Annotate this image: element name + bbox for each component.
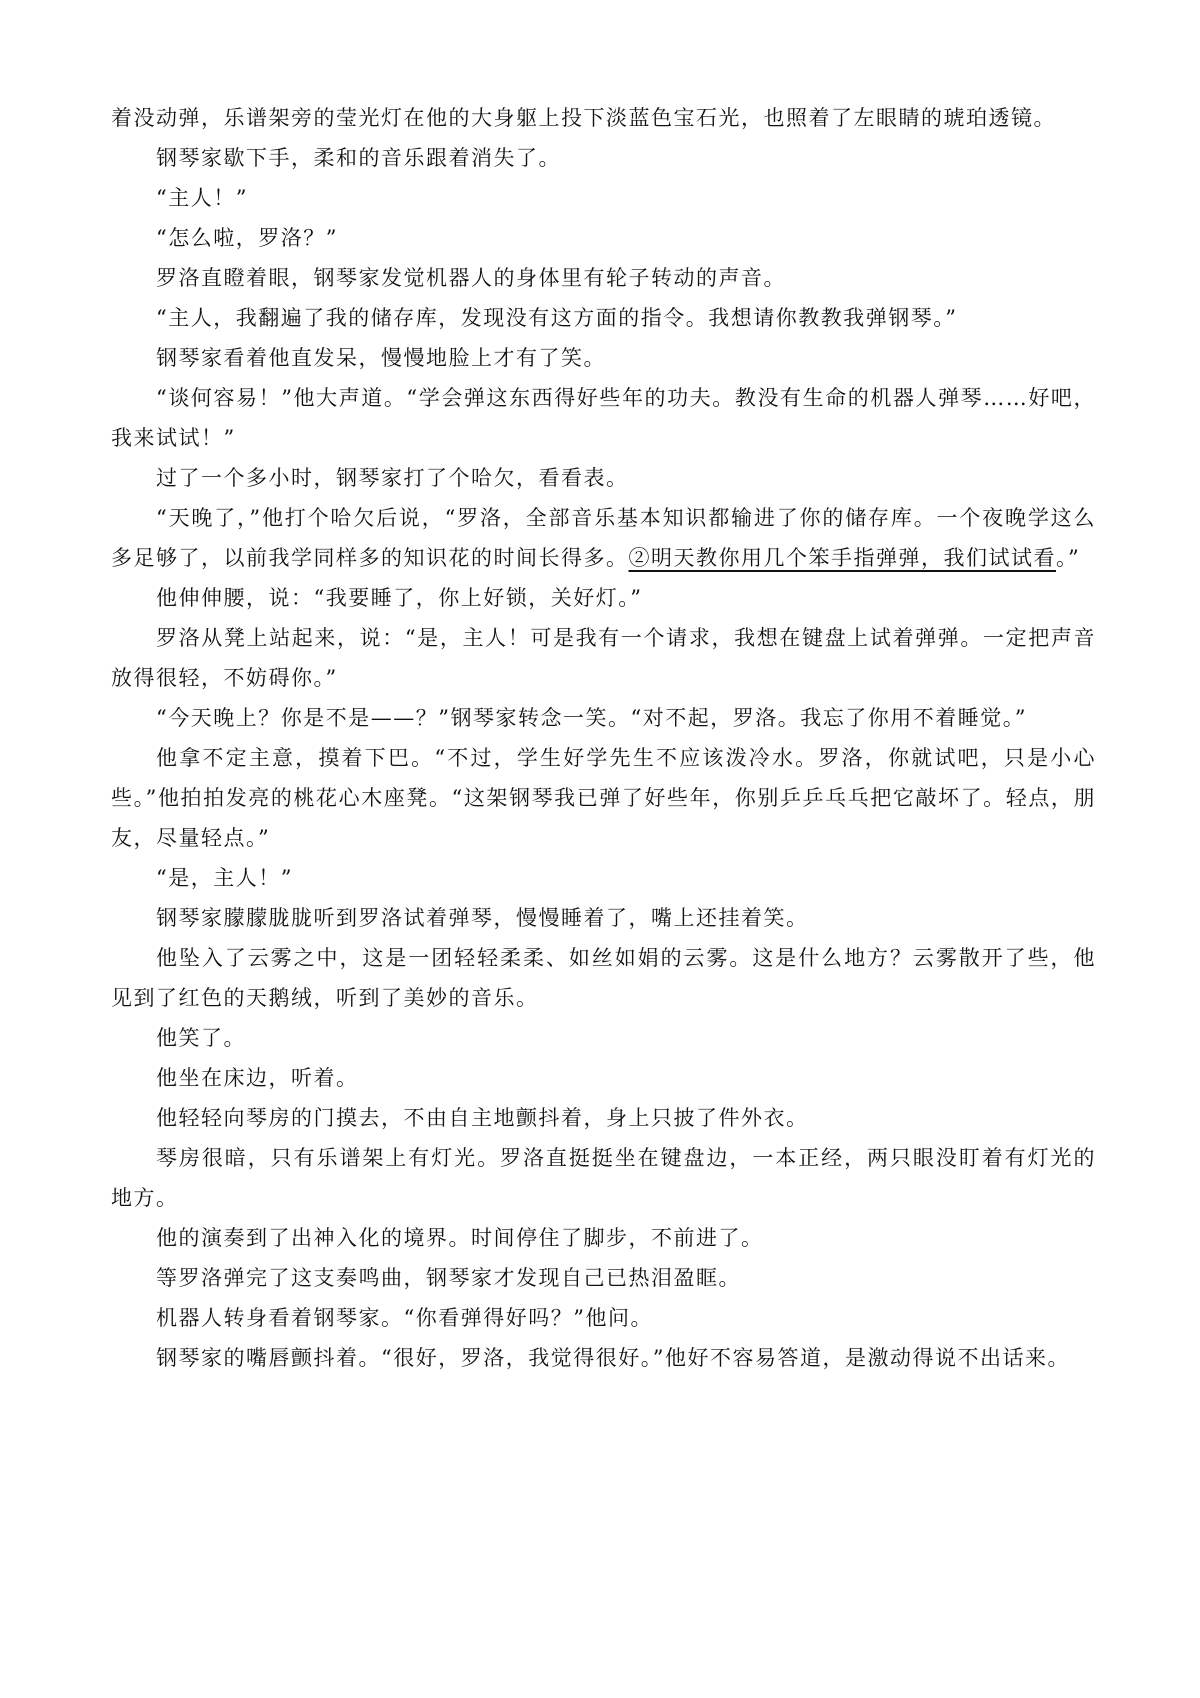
paragraph: “怎么啦，罗洛？” [156,226,338,250]
paragraph: 他坐在床边，听着。 [156,1066,359,1090]
paragraph: “主人！” [156,186,248,210]
paragraph: 着没动弹，乐谱架旁的莹光灯在他的大身躯上投下淡蓝色宝石光，也照着了左眼睛的琥珀透镜。 [111,106,1056,130]
paragraph: 罗洛直瞪着眼，钢琴家发觉机器人的身体里有轮子转动的声音。 [156,266,786,290]
paragraph: “主人，我翻遍了我的储存库，发现没有这方面的指令。我想请你教教我弹钢琴。” [156,306,958,330]
paragraph-text: “天晚了，”他打个哈欠后说，“罗洛，全部音乐基本知识都输进了你的储存库。一个夜晚学这么多足够了，以前我学同样多的知识花的时间长得多。 [111,506,1096,570]
paragraph: 他坠入了云雾之中，这是一团轻轻柔柔、如丝如娟的云雾。这是什么地方？云雾散开了些，他见到了红色的天鹅绒，听到了美妙的音乐。 [111,946,1096,1010]
paragraph: 他笑了。 [156,1026,246,1050]
paragraph: 他的演奏到了出神入化的境界。时间停住了脚步，不前进了。 [156,1226,764,1250]
paragraph: “是，主人！” [156,866,293,890]
paragraph: 机器人转身看着钢琴家。“你看弹得好吗？”他问。 [156,1306,653,1330]
paragraph: 等罗洛弹完了这支奏鸣曲，钢琴家才发现自己已热泪盈眶。 [156,1266,741,1290]
paragraph: “谈何容易！”他大声道。“学会弹这东西得好些年的功夫。教没有生命的机器人弹琴……好吧，我来试试！” [111,386,1096,450]
paragraph: 琴房很暗，只有乐谱架上有灯光。罗洛直挺挺坐在键盘边，一本正经，两只眼没盯着有灯光的地方。 [111,1146,1096,1210]
paragraph: “今天晚上？你是不是——？”钢琴家转念一笑。“对不起，罗洛。我忘了你用不着睡觉。” [156,706,1027,730]
paragraph-with-underline [111,498,1096,578]
underlined-sentence-2: ②明天教你用几个笨手指弹弹，我们试试看 [628,546,1056,570]
paragraph: 他伸伸腰，说：“我要睡了，你上好锁，关好灯。” [156,586,643,610]
story-text [111,98,1096,1378]
paragraph: 钢琴家看着他直发呆，慢慢地脸上才有了笑。 [156,346,606,370]
paragraph-text: 。” [1056,546,1081,570]
paragraph: 钢琴家歇下手，柔和的音乐跟着消失了。 [156,146,561,170]
paragraph: 钢琴家朦朦胧胧听到罗洛试着弹琴，慢慢睡着了，嘴上还挂着笑。 [156,906,809,930]
paragraph: 罗洛从凳上站起来，说：“是，主人！可是我有一个请求，我想在键盘上试着弹弹。一定把声音放得很轻，不妨碍你。” [111,626,1096,690]
paragraph: 他轻轻向琴房的门摸去，不由自主地颤抖着，身上只披了件外衣。 [156,1106,809,1130]
paragraph: 他拿不定主意，摸着下巴。“不过，学生好学先生不应该泼冷水。罗洛，你就试吧，只是小心些。”他拍拍发亮的桃花心木座凳。“这架钢琴我已弹了好些年，你别乒乒乓乓把它敲坏了。轻点，朋友，尽量轻点。” [111,746,1096,850]
paragraph: 钢琴家的嘴唇颤抖着。“很好，罗洛，我觉得很好。”他好不容易答道，是激动得说不出话来。 [156,1346,1070,1370]
paragraph: 过了一个多小时，钢琴家打了个哈欠，看看表。 [156,466,629,490]
